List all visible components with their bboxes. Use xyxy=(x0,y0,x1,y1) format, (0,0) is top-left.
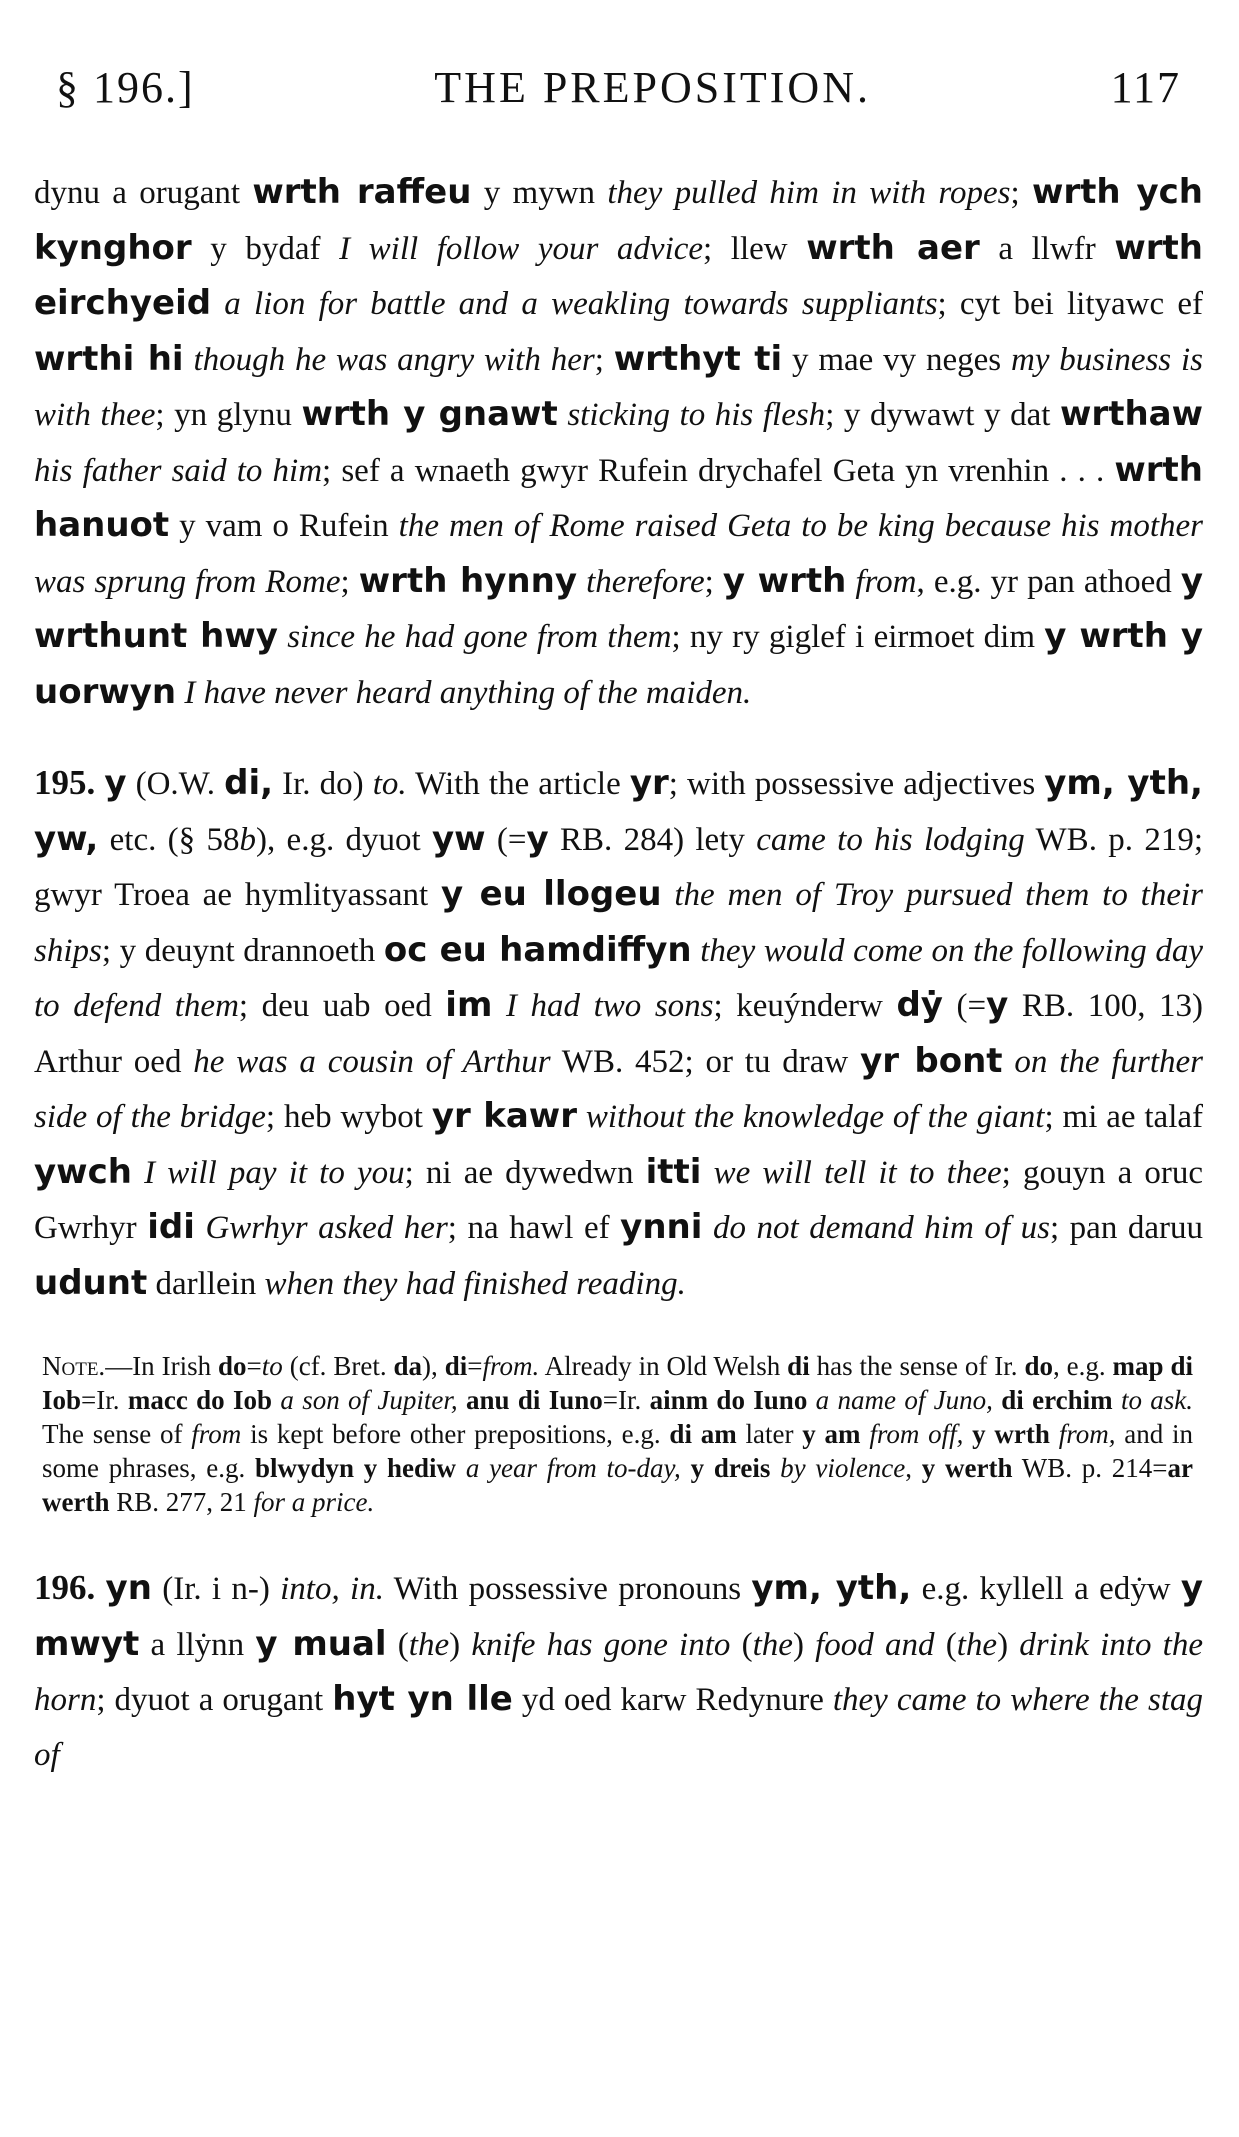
english-gloss: we will tell it to thee xyxy=(713,1154,1002,1191)
text-run xyxy=(211,286,224,322)
welsh-term: y eu llogeu xyxy=(440,874,662,914)
text-run: ( xyxy=(730,1626,753,1663)
text-run xyxy=(278,619,287,655)
welsh-term: ywch xyxy=(34,1151,132,1192)
english-gloss: Gwrhyr asked her xyxy=(205,1210,448,1246)
welsh-term: yn xyxy=(105,1568,152,1608)
text-run: has the sense of Ir. xyxy=(809,1351,1025,1381)
text-run: With possessive pronouns xyxy=(383,1571,752,1607)
text-run xyxy=(458,1385,466,1415)
english-gloss: a lion for battle and a weakling towards suppliants xyxy=(224,286,938,322)
paragraph-spacer xyxy=(34,1519,1203,1561)
text-run: ), xyxy=(422,1351,445,1381)
english-gloss: to ask. xyxy=(1120,1385,1194,1415)
text-run: ( xyxy=(386,1626,409,1663)
english-gloss: from, xyxy=(1058,1419,1116,1449)
text-run: (O.W. xyxy=(126,766,225,802)
welsh-term: y wrth xyxy=(722,560,847,601)
text-run: ; na hawl ef xyxy=(447,1210,621,1246)
text-run: ; xyxy=(340,563,359,600)
text-run: ; ni ae dywedwn xyxy=(404,1154,646,1191)
welsh-term: ym, yth, xyxy=(751,1568,912,1608)
note-term: do xyxy=(1024,1351,1053,1381)
text-run: y vam o Rufein xyxy=(169,508,399,544)
welsh-term: oc eu hamdiffyn xyxy=(383,929,692,970)
text-run: ; xyxy=(704,563,723,600)
text-run: RB. 277, 21 xyxy=(109,1487,254,1517)
text-run: ; y dywawt y dat xyxy=(825,397,1061,433)
welsh-term: im xyxy=(445,985,493,1025)
running-header xyxy=(56,62,1181,113)
welsh-term: wrthi hi xyxy=(34,338,184,379)
text-run: Ir. do) xyxy=(273,766,373,802)
section-reference: § 196.] xyxy=(56,63,195,112)
english-gloss: I had two sons xyxy=(505,988,714,1024)
text-run xyxy=(492,988,506,1024)
welsh-term: wrth y gnawt xyxy=(301,394,558,434)
english-gloss: drink into the horn xyxy=(34,1626,1203,1718)
note-term: y wrth xyxy=(972,1419,1050,1449)
note-term: do xyxy=(218,1351,247,1381)
paragraph-196 xyxy=(34,1561,1203,1782)
welsh-term: wrth eirchyeid xyxy=(34,227,1204,323)
text-run xyxy=(701,1155,713,1191)
text-run: ), e.g. dyuot xyxy=(255,821,432,858)
text-run xyxy=(770,1453,780,1483)
english-gloss: b xyxy=(239,821,256,858)
welsh-term: yw xyxy=(432,818,486,859)
text-run: dynu a orugant xyxy=(34,175,253,211)
english-gloss: sticking to his flesh xyxy=(567,397,826,433)
text-run: ; llew xyxy=(703,230,807,267)
text-run xyxy=(702,1210,713,1246)
text-run: ; heb wybot xyxy=(265,1099,432,1135)
paragraph-194-continuation xyxy=(34,165,1203,720)
english-gloss: his father said to him xyxy=(34,452,323,489)
text-run: a llwfr xyxy=(979,230,1115,267)
text-run xyxy=(1050,1419,1059,1449)
english-gloss: food and xyxy=(815,1626,935,1663)
welsh-term: dẏ xyxy=(896,985,943,1025)
text-run: y bydaf xyxy=(191,230,340,267)
note-label: Note. xyxy=(42,1351,106,1381)
text-run: With the article xyxy=(406,766,630,802)
welsh-term: yr kawr xyxy=(431,1096,577,1136)
text-run: ; mi ae talaf xyxy=(1044,1099,1204,1135)
note-term: blwydyn y hediw xyxy=(254,1453,457,1483)
english-gloss: the men of Rome raised Geta to be king because his mother was sprung from Rome xyxy=(34,508,1203,600)
english-gloss: into, in. xyxy=(280,1571,384,1607)
text-run: WB. p. 219; gwyr Troea ae hymlityassant xyxy=(34,821,1203,913)
text-run xyxy=(963,1419,972,1449)
text-run: ; keuýnderw xyxy=(713,988,897,1024)
note-term: macc do Iob xyxy=(127,1385,273,1415)
english-gloss: from xyxy=(191,1419,242,1449)
welsh-term: yr xyxy=(629,763,669,803)
english-gloss: my business is with thee xyxy=(34,341,1204,433)
text-run: (Ir. i n-) xyxy=(151,1571,281,1607)
text-run: WB. 452; or tu draw xyxy=(550,1043,861,1080)
text-run: Already in Old Welsh xyxy=(539,1351,788,1381)
welsh-term: wrth hanuot xyxy=(34,449,1203,545)
welsh-term: itti xyxy=(645,1151,702,1192)
text-run: = xyxy=(467,1351,483,1381)
english-gloss: from. xyxy=(482,1351,540,1381)
english-gloss: a name of Juno, xyxy=(815,1385,993,1415)
text-run xyxy=(95,1571,105,1607)
text-run: ; deu uab oed xyxy=(238,988,446,1024)
note-term: map di Iob xyxy=(42,1351,1193,1415)
text-run: ; yn glynu xyxy=(155,397,302,433)
paragraph-spacer xyxy=(34,720,1203,756)
note-term: ar werth xyxy=(42,1453,1194,1517)
text-run: e.g. kyllell a edẏw xyxy=(911,1571,1181,1607)
text-run: is kept before other prepositions, e.g. xyxy=(241,1419,670,1449)
welsh-term: ym, yth, yw, xyxy=(34,763,1203,859)
welsh-term: wrthaw xyxy=(1060,394,1204,434)
english-gloss: a year from to-day, xyxy=(465,1453,681,1483)
text-run xyxy=(132,1155,144,1191)
note-term: da xyxy=(393,1351,423,1381)
text-run: ; ny ry giglef i eirmoet dim xyxy=(671,619,1045,655)
english-gloss: when they had finished reading. xyxy=(264,1265,686,1302)
welsh-term: wrth hynny xyxy=(358,560,577,601)
english-gloss: to. xyxy=(372,766,407,802)
welsh-term: idi xyxy=(147,1207,195,1247)
text-run xyxy=(692,933,701,969)
text-run: darllein xyxy=(147,1265,265,1302)
welsh-term: y xyxy=(986,985,1009,1025)
page-number: 117 xyxy=(1110,63,1181,112)
english-gloss: by violence xyxy=(780,1453,906,1483)
text-run: ) xyxy=(792,1626,816,1663)
text-run: ; xyxy=(594,341,614,378)
text-run: ) xyxy=(997,1626,1020,1663)
english-gloss: on the further side of the bridge xyxy=(34,1043,1204,1135)
welsh-term: wrth aer xyxy=(806,227,980,268)
note-term: di xyxy=(787,1351,810,1381)
text-run xyxy=(993,1385,1001,1415)
welsh-term: y wrth y uorwyn xyxy=(34,616,1203,712)
text-run xyxy=(807,1385,815,1415)
text-run: ; dyuot a orugant xyxy=(96,1682,333,1718)
english-gloss: do not demand him of us xyxy=(712,1210,1050,1246)
text-run: ; y deuynt drannoeth xyxy=(101,932,384,969)
note-paragraph xyxy=(42,1349,1193,1519)
note-term: di erchim xyxy=(1001,1385,1113,1415)
text-run xyxy=(95,766,104,802)
text-run: WB. p. 214= xyxy=(1012,1453,1168,1483)
english-gloss: though he was angry with her xyxy=(193,341,595,378)
note-term: ainm do Iuno xyxy=(649,1385,808,1415)
text-run: y mywn xyxy=(471,175,608,211)
text-run: ; xyxy=(1010,175,1032,211)
text-run: RB. 100, 13) Arthur oed xyxy=(34,988,1204,1080)
english-gloss: from off, xyxy=(869,1419,964,1449)
text-run: , e.g. xyxy=(1052,1351,1113,1381)
english-gloss: to xyxy=(261,1351,283,1381)
english-gloss: they would come on the following day to defend them xyxy=(34,932,1204,1024)
welsh-term: y xyxy=(526,818,549,859)
welsh-term: yr bont xyxy=(860,1040,1003,1081)
text-run: RB. 284) lety xyxy=(548,821,757,858)
text-run: (= xyxy=(942,988,987,1024)
text-run: ( xyxy=(934,1626,957,1663)
text-run: yd oed karw Redynure xyxy=(512,1682,833,1718)
welsh-term: y mwyt xyxy=(34,1568,1204,1664)
english-gloss: the xyxy=(956,1626,998,1663)
text-run: ; cyt bei lityawc ef xyxy=(937,286,1203,322)
text-run xyxy=(195,1210,206,1246)
welsh-term: y mual xyxy=(255,1623,387,1664)
text-run: etc. (§ 58 xyxy=(98,821,240,858)
text-run: The sense of xyxy=(42,1419,192,1449)
text-run: (cf. Bret. xyxy=(282,1351,394,1381)
welsh-term: di, xyxy=(224,763,274,803)
english-gloss: a son of Jupiter, xyxy=(280,1385,458,1415)
english-gloss: the xyxy=(752,1626,793,1663)
english-gloss: he was a cousin of Arthur xyxy=(193,1043,551,1080)
text-run: , e.g. yr pan athoed xyxy=(916,563,1181,600)
text-run xyxy=(1113,1385,1121,1415)
welsh-term: y wrthunt hwy xyxy=(34,560,1204,656)
text-run: =Ir. xyxy=(81,1385,128,1415)
english-gloss: they pulled him in with ropes xyxy=(607,175,1011,211)
text-run: = xyxy=(246,1351,262,1381)
text-run xyxy=(184,342,194,378)
english-gloss: I will follow your advice xyxy=(339,230,704,267)
text-run: ; gouyn a oruc Gwrhyr xyxy=(34,1154,1204,1246)
english-gloss: came to his lodging xyxy=(756,821,1025,858)
note-term: di am xyxy=(669,1419,737,1449)
english-gloss: therefore xyxy=(586,563,705,600)
section-number: 196. xyxy=(34,1568,96,1607)
welsh-term: y xyxy=(104,763,127,803)
section-number: 195. xyxy=(34,763,96,802)
text-run: later xyxy=(736,1419,803,1449)
text-run: a llẏnn xyxy=(139,1626,256,1663)
english-gloss: I have never heard anything of the maiden. xyxy=(184,674,752,711)
note-term: anu di Iuno xyxy=(465,1385,603,1415)
english-gloss: the xyxy=(408,1626,450,1663)
text-run xyxy=(1003,1044,1015,1080)
page-title: THE PREPOSITION. xyxy=(434,63,871,112)
note-term: di xyxy=(444,1351,468,1381)
text-run xyxy=(861,1419,870,1449)
text-run xyxy=(577,564,586,600)
english-gloss: they came to where the stag of xyxy=(34,1682,1203,1773)
english-gloss: without the knowledge of the giant xyxy=(585,1099,1045,1135)
welsh-term: wrth raffeu xyxy=(252,172,472,212)
english-gloss: from xyxy=(855,563,917,600)
text-run: ; with possessive adjectives xyxy=(668,766,1045,802)
text-run: ; sef a wnaeth gwyr Rufein drychafel Geta yn vrenhin . . . xyxy=(322,452,1115,489)
text-run: ; pan daruu xyxy=(1049,1210,1204,1246)
text-run xyxy=(558,397,568,433)
text-run xyxy=(681,1453,691,1483)
note-term: y werth xyxy=(921,1453,1013,1483)
welsh-term: wrth ych kynghor xyxy=(34,172,1204,268)
english-gloss: since he had gone from them xyxy=(287,619,672,655)
welsh-term: wrthyt ti xyxy=(613,338,783,379)
welsh-term: ynni xyxy=(620,1207,703,1247)
english-gloss: the men of Troy pursued them to their ships xyxy=(34,877,1204,969)
english-gloss: I will pay it to you xyxy=(144,1154,405,1191)
text-run xyxy=(662,877,675,913)
text-run xyxy=(456,1453,466,1483)
english-gloss: knife has gone into xyxy=(471,1626,731,1663)
text-run: and in some phrases, e.g. xyxy=(42,1419,1194,1483)
note-term: y am xyxy=(802,1419,861,1449)
welsh-term: hyt yn lle xyxy=(332,1679,513,1719)
text-run: y mae vy neges xyxy=(782,341,1011,378)
text-run: (= xyxy=(485,821,527,858)
text-run: =Ir. xyxy=(602,1385,650,1415)
text-run: —In Irish xyxy=(105,1351,219,1381)
text-run: , xyxy=(905,1453,922,1483)
text-run: ) xyxy=(449,1626,472,1663)
note-term: y dreis xyxy=(690,1453,771,1483)
english-gloss: for a price. xyxy=(253,1487,375,1517)
text-run xyxy=(577,1099,586,1135)
welsh-term: udunt xyxy=(34,1262,148,1303)
paragraph-195 xyxy=(34,756,1203,1311)
